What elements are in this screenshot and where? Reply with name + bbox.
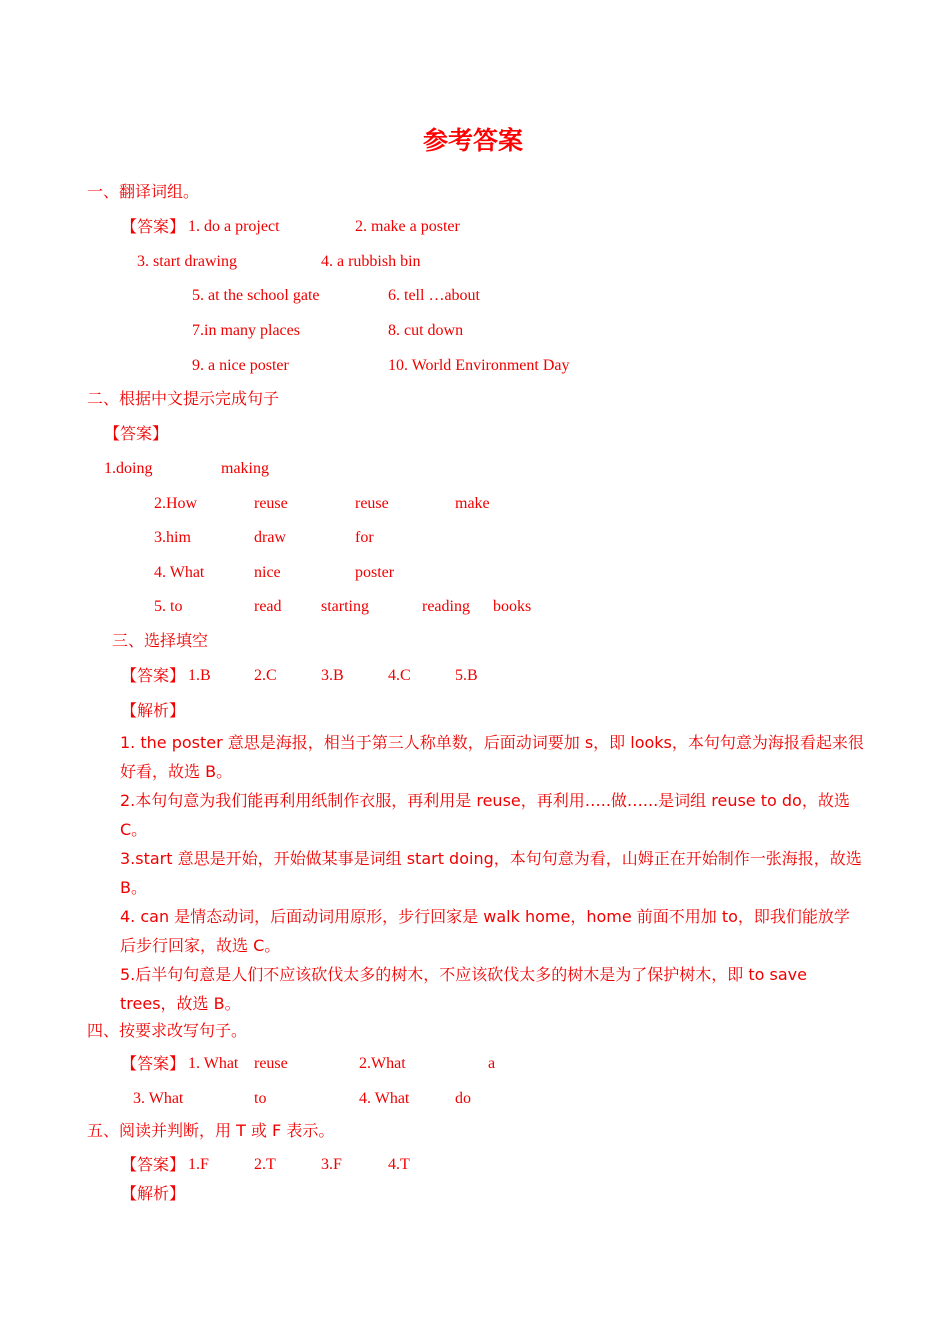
s1-item-10: 10. World Environment Day [388, 357, 570, 374]
s2-row4-word1: 4. What [154, 564, 205, 581]
section-3-answer-label: 【答案】 [121, 666, 186, 685]
s5-answer-4: 4.T [388, 1156, 410, 1173]
s1-item-8: 8. cut down [388, 322, 464, 339]
s3-answer-4: 4.C [388, 667, 411, 684]
s4-row1-word1: 1. What [188, 1055, 239, 1072]
s2-row1-word1: 1.doing [104, 460, 153, 477]
s4-row2-word3: 4. What [359, 1090, 410, 1107]
s2-row4-word3: poster [355, 564, 395, 581]
s4-row1-word2: reuse [254, 1055, 288, 1072]
s4-row2-word1: 3. What [133, 1090, 184, 1107]
s2-row5-word3: starting [321, 598, 369, 615]
section-1-heading: 一、翻译词组。 [87, 182, 200, 201]
s5-answer-1: 1.F [188, 1156, 209, 1173]
s3-explanation-3: 3.start 意思是开始，开始做某事是词组 start doing，本句句意为看，山姆正在开始制作一张海报，故选 B。 [120, 849, 862, 897]
s4-row2-word2: to [254, 1090, 267, 1107]
s2-row2-word1: 2.How [154, 495, 198, 512]
s4-row1-word3: 2.What [359, 1055, 406, 1072]
s2-row1-word2: making [221, 460, 269, 477]
section-5-analysis-label: 【解析】 [121, 1184, 186, 1203]
s2-row3-word2: draw [254, 529, 286, 546]
s1-item-4: 4. a rubbish bin [321, 253, 421, 270]
s2-row2-word2: reuse [254, 495, 288, 512]
section-4-heading: 四、按要求改写句子。 [87, 1021, 248, 1040]
s3-answer-1: 1.B [188, 667, 211, 684]
s1-item-5: 5. at the school gate [192, 287, 320, 304]
s2-row5-word5: books [493, 598, 532, 615]
s3-explanation-1: 1. the poster 意思是海报，相当于第三人称单数，后面动词要加 s，即 looks，本句句意为海报看起来很好看，故选 B。 [120, 733, 864, 781]
s3-answer-3: 3.B [321, 667, 344, 684]
s2-row4-word2: nice [254, 564, 281, 581]
s3-explanation-5: 5.后半句句意是人们不应该砍伐太多的树木，不应该砍伐太多的树木是为了保护树木，即 to save trees，故选 B。 [120, 965, 807, 1013]
s1-item-3: 3. start drawing [137, 253, 237, 270]
s3-explanation-4: 4. can 是情态动词，后面动词用原形，步行回家是 walk home，home 前面不用加 to，即我们能放学后步行回家，故选 C。 [120, 907, 850, 955]
s3-answer-5: 5.B [455, 667, 478, 684]
s1-item-2: 2. make a poster [355, 218, 460, 235]
section-4-answer-label: 【答案】 [121, 1054, 186, 1073]
s2-row2-word4: make [455, 495, 490, 512]
section-5-answer-label: 【答案】 [121, 1155, 186, 1174]
page-title: 参考答案 [423, 126, 524, 155]
s1-item-6: 6. tell …about [388, 287, 480, 304]
section-5-heading: 五、阅读并判断，用 T 或 F 表示。 [87, 1121, 335, 1140]
s2-row3-word1: 3.him [154, 529, 191, 546]
s2-row5-word2: read [254, 598, 282, 615]
s3-answer-2: 2.C [254, 667, 277, 684]
s5-answer-2: 2.T [254, 1156, 276, 1173]
s1-item-9: 9. a nice poster [192, 357, 289, 374]
s2-row5-word4: reading [422, 598, 470, 615]
s2-row2-word3: reuse [355, 495, 389, 512]
s5-answer-3: 3.F [321, 1156, 342, 1173]
s1-item-7: 7.in many places [192, 322, 300, 339]
section-1-answer-label: 【答案】 [121, 217, 186, 236]
section-3-analysis-label: 【解析】 [121, 701, 186, 720]
section-2-heading: 二、根据中文提示完成句子 [87, 389, 280, 408]
section-2-answer-label: 【答案】 [104, 424, 169, 443]
s4-row1-word4: a [488, 1055, 496, 1072]
s2-row5-word1: 5. to [154, 598, 183, 615]
s3-explanation-2: 2.本句句意为我们能再利用纸制作衣服，再利用是 reuse，再利用…..做…...是词组 reuse to do，故选 C。 [120, 791, 850, 839]
s4-row2-word4: do [455, 1090, 471, 1107]
s1-item-1: 1. do a project [188, 218, 280, 235]
s2-row3-word3: for [355, 529, 374, 546]
section-3-heading: 三、选择填空 [112, 631, 209, 650]
